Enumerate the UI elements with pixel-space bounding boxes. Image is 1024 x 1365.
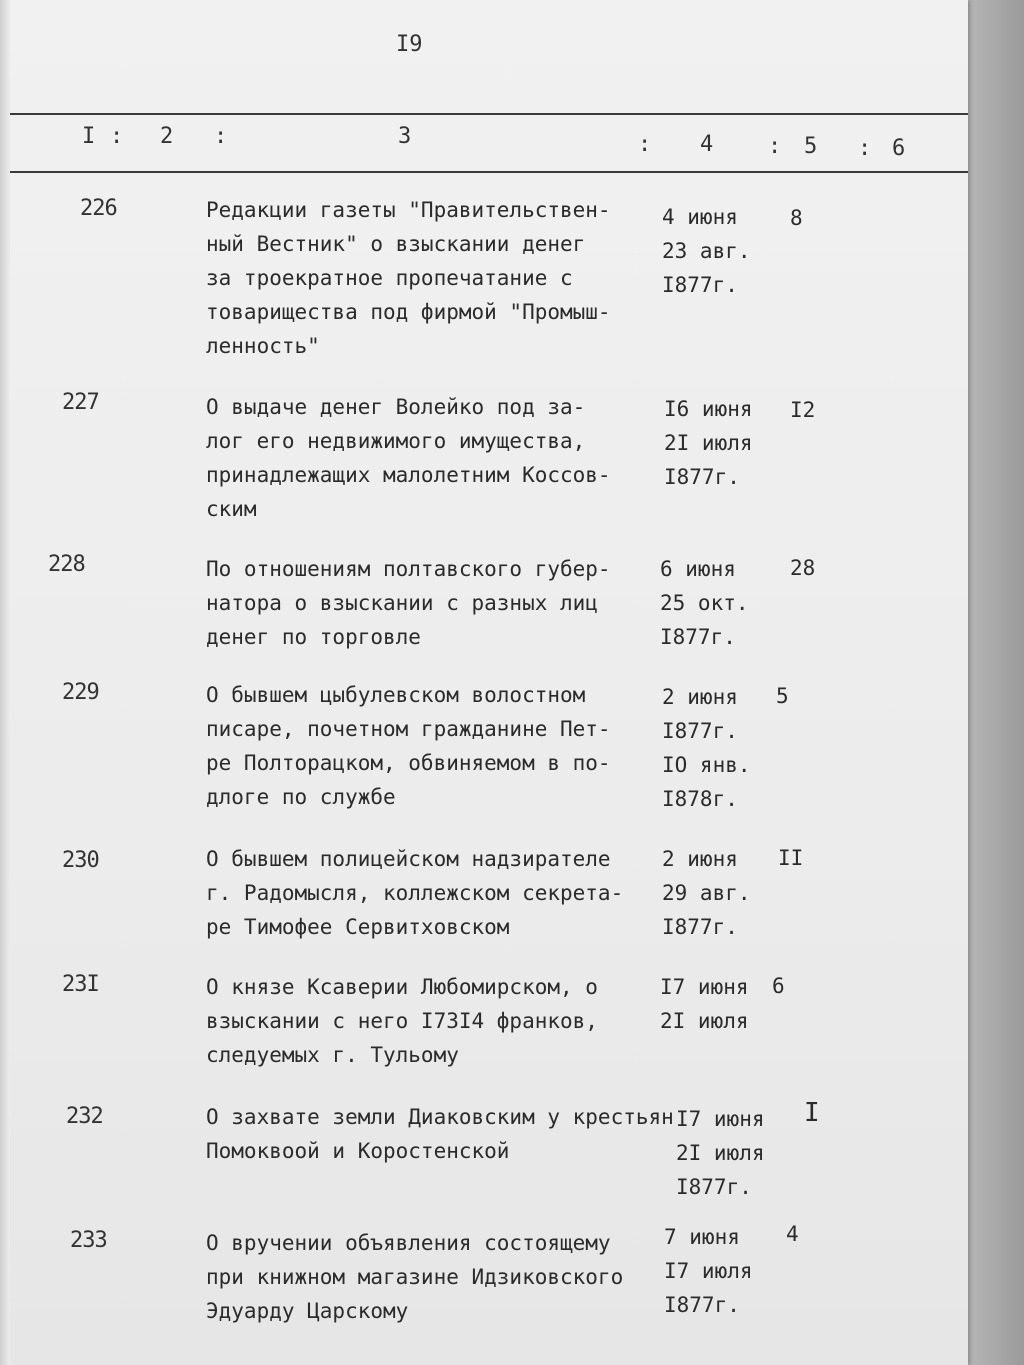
column-number-3: 3 bbox=[398, 124, 412, 149]
column-separator: : bbox=[110, 124, 124, 149]
page-number: I9 bbox=[396, 32, 423, 57]
entry-dates: I7 июня 2I июля I877г. bbox=[676, 1107, 765, 1199]
header-top-rule bbox=[10, 113, 968, 115]
entry-page-count: 28 bbox=[790, 556, 816, 580]
entry-description: О бывшем цыбулевском волостном писаре, почетном гражданине Пет- ре Полторацком, обвиняемом в по- длоге по службе bbox=[206, 683, 611, 809]
entry-number: 232 bbox=[66, 1104, 103, 1129]
entry-dates: 7 июня I7 июля I877г. bbox=[664, 1225, 753, 1317]
entry-page-count: 6 bbox=[772, 974, 785, 998]
column-number-1: I bbox=[82, 124, 96, 149]
entry-description: О захвате земли Диаковским у крестьян Помоквоой и Коростенской bbox=[206, 1105, 674, 1163]
column-separator: : bbox=[858, 136, 872, 161]
entry-dates: 2 июня I877г. IО янв. I878г. bbox=[662, 685, 751, 811]
entry-page-count: 4 bbox=[786, 1222, 799, 1246]
entry-description: О выдаче денег Волейко под за- лог его недвижимого имущества, принадлежащих малолетним Коссов- ским bbox=[206, 395, 611, 521]
column-number-5: 5 bbox=[804, 134, 818, 159]
entry-number: 227 bbox=[62, 390, 99, 415]
entry-description: По отношениям полтавского губер- натора о взыскании с разных лиц денег по торговле bbox=[206, 557, 611, 649]
entry-dates: 4 июня 23 авг. I877г. bbox=[662, 205, 751, 297]
entry-description: Редакции газеты "Правительствен- ный Вестник" о взыскании денег за троекратное пропечатание с товарищества под фирмой "Промыш- ленность" bbox=[206, 198, 611, 358]
entry-page-count: 5 bbox=[776, 684, 789, 708]
entry-page-count: 8 bbox=[790, 206, 803, 230]
entry-page-count: I bbox=[804, 1098, 820, 1128]
entry-description: О бывшем полицейском надзирателе г. Радомысля, коллежском секрета- ре Тимофее Сервитховском bbox=[206, 847, 624, 939]
column-number-4: 4 bbox=[700, 132, 714, 157]
column-number-2: 2 bbox=[160, 124, 174, 149]
entry-page-count: I2 bbox=[790, 398, 816, 422]
column-separator: : bbox=[638, 132, 652, 157]
column-separator: : bbox=[214, 124, 228, 149]
entry-dates: I6 июня 2I июля I877г. bbox=[664, 397, 753, 489]
column-number-6: 6 bbox=[892, 136, 906, 161]
entry-description: О вручении объявления состоящему при книжном магазине Идзиковского Эдуарду Царскому bbox=[206, 1231, 624, 1323]
page-binding-edge bbox=[0, 0, 10, 1365]
entry-dates: I7 июня 2I июля bbox=[660, 975, 749, 1033]
entry-page-count: II bbox=[778, 846, 804, 870]
entry-number: 230 bbox=[62, 848, 99, 873]
entry-dates: 6 июня 25 окт. I877г. bbox=[660, 557, 749, 649]
column-separator: : bbox=[768, 134, 782, 159]
header-bottom-rule bbox=[10, 171, 968, 173]
entry-number: 233 bbox=[70, 1228, 107, 1253]
entry-description: О князе Ксаверии Любомирском, о взыскании с него I73I4 франков, следуемых г. Тульому bbox=[206, 975, 598, 1067]
entry-dates: 2 июня 29 авг. I877г. bbox=[662, 847, 751, 939]
entry-number: 228 bbox=[48, 552, 85, 577]
entry-number: 226 bbox=[80, 196, 117, 221]
entry-number: 23I bbox=[62, 972, 99, 997]
entry-number: 229 bbox=[62, 680, 99, 705]
